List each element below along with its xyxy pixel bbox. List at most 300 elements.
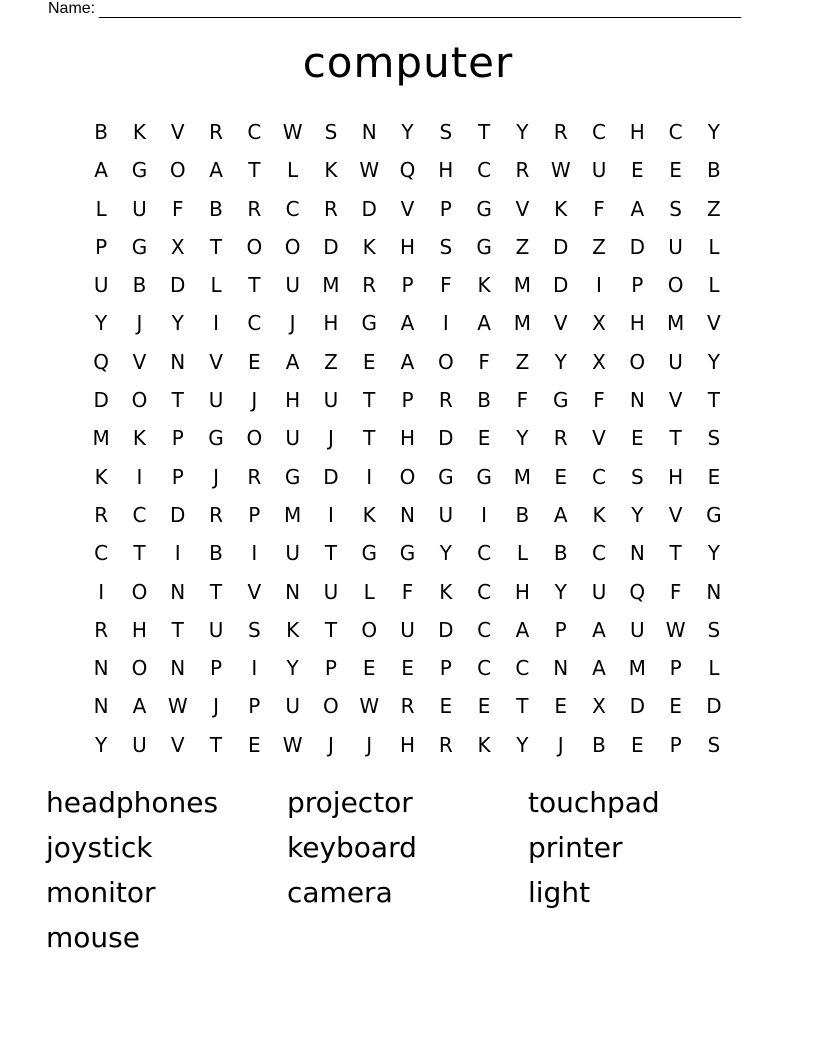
grid-letter[interactable]: E [669,158,682,183]
grid-letter[interactable]: G [284,464,301,489]
grid-letter[interactable]: I [136,464,143,489]
grid-letter[interactable]: F [593,196,605,221]
grid-letter[interactable]: I [251,541,258,566]
grid-letter[interactable]: P [248,502,261,527]
grid-letter[interactable]: R [209,502,223,527]
grid-letter[interactable]: I [481,502,488,527]
grid-letter[interactable]: P [248,694,261,719]
grid-letter[interactable]: W [282,732,303,757]
grid-letter[interactable]: T [478,120,491,144]
grid-letter[interactable]: E [630,158,644,183]
grid-letter[interactable]: I [442,311,449,336]
word-list-item: light [528,876,591,909]
grid-letter[interactable]: G [476,464,492,489]
grid-letter[interactable]: A [515,617,530,642]
grid-letter[interactable]: O [246,426,263,451]
grid-letter[interactable]: B [209,196,223,221]
grid-letter[interactable]: R [362,273,377,298]
grid-letter[interactable]: U [668,349,683,374]
grid-letter[interactable]: K [362,234,376,259]
grid-letter[interactable]: R [400,694,415,719]
grid-letter[interactable]: R [553,426,568,451]
grid-letter[interactable]: C [592,120,606,144]
grid-letter[interactable]: V [668,502,683,527]
grid-letter[interactable]: C [132,502,147,527]
grid-letter[interactable]: P [439,196,452,221]
grid-letter[interactable]: O [131,656,148,681]
grid-letter[interactable]: Y [631,502,644,527]
grid-letter[interactable]: X [592,349,606,374]
grid-letter[interactable]: P [171,426,184,451]
name-label: Name: [48,0,96,17]
grid-letter[interactable]: D [170,502,186,527]
grid-letter[interactable]: K [324,158,338,183]
grid-letter[interactable]: D [323,464,339,489]
grid-letter[interactable]: F [516,388,529,413]
grid-letter[interactable]: G [706,502,722,527]
word-list-item: projector [287,786,413,819]
grid-letter[interactable]: K [132,426,146,451]
grid-letter[interactable]: P [669,656,682,681]
grid-letter[interactable]: P [631,273,644,298]
word-list-item: headphones [46,786,219,819]
grid-letter[interactable]: U [629,617,645,642]
word-list-item: camera [287,876,393,909]
grid-letter[interactable]: C [285,196,300,221]
grid-letter[interactable]: T [209,732,223,757]
grid-letter[interactable]: U [208,617,224,642]
grid-letter[interactable]: S [324,120,338,144]
grid-letter[interactable]: Y [95,311,108,336]
grid-letter[interactable]: T [669,541,682,566]
grid-letter[interactable]: Z [324,349,338,374]
grid-letter[interactable]: I [213,311,219,336]
grid-letter[interactable]: D [93,388,109,413]
grid-letter[interactable]: B [515,502,530,527]
grid-letter[interactable]: Y [286,656,299,681]
grid-letter[interactable]: T [248,273,261,298]
grid-letter[interactable]: B [132,273,147,298]
grid-letter[interactable]: E [707,464,721,489]
grid-letter[interactable]: L [516,541,528,566]
grid-letter[interactable]: B [477,388,491,413]
grid-letter[interactable]: O [629,349,646,374]
grid-letter[interactable]: N [93,694,109,719]
grid-letter[interactable]: M [628,656,646,681]
grid-letter[interactable]: N [629,388,645,413]
grid-letter[interactable]: V [209,349,223,374]
grid-letter[interactable]: O [437,349,454,374]
grid-letter[interactable]: Y [707,349,720,374]
grid-letter[interactable]: V [592,426,606,451]
grid-letter[interactable]: N [400,502,415,527]
grid-letter[interactable]: G [131,158,148,183]
grid-letter[interactable]: N [553,656,569,681]
grid-letter[interactable]: T [363,426,376,451]
grid-letter[interactable]: C [477,541,492,566]
grid-letter[interactable]: N [285,579,301,604]
grid-letter[interactable]: K [286,617,300,642]
grid-letter[interactable]: M [284,502,302,527]
grid-letter[interactable]: U [93,273,109,298]
grid-letter[interactable]: J [136,311,143,336]
grid-letter[interactable]: T [669,426,682,451]
grid-letter[interactable]: Y [95,732,108,757]
grid-letter[interactable]: Z [707,196,721,221]
grid-letter[interactable]: J [327,426,334,451]
grid-letter[interactable]: P [95,234,108,259]
grid-letter[interactable]: P [669,732,682,757]
grid-letter[interactable]: H [514,579,530,604]
grid-letter[interactable]: J [327,732,334,757]
grid-letter[interactable]: A [285,349,300,374]
grid-letter[interactable]: U [323,388,339,413]
grid-letter[interactable]: C [592,464,606,489]
grid-letter[interactable]: N [170,656,186,681]
grid-letter[interactable]: D [629,694,645,719]
grid-letter[interactable]: R [247,196,262,221]
grid-letter[interactable]: C [247,311,262,336]
grid-letter[interactable]: Z [515,234,530,259]
grid-letter[interactable]: T [171,617,184,642]
grid-letter[interactable]: G [438,464,454,489]
grid-letter[interactable]: M [666,311,685,336]
grid-letter[interactable]: H [668,464,684,489]
grid-letter[interactable]: O [246,234,263,259]
grid-letter[interactable]: O [284,234,301,259]
grid-letter[interactable]: L [95,196,107,221]
grid-letter[interactable]: A [132,694,147,719]
grid-letter[interactable]: D [438,617,454,642]
grid-letter[interactable]: S [247,617,261,642]
grid-letter[interactable]: P [439,656,452,681]
grid-letter[interactable]: I [327,502,334,527]
grid-letter[interactable]: U [323,579,339,604]
grid-letter[interactable]: L [708,234,720,259]
grid-letter[interactable]: K [592,502,606,527]
grid-letter[interactable]: D [170,273,186,298]
grid-letter[interactable]: V [400,196,415,221]
grid-letter[interactable]: G [361,311,377,336]
grid-letter[interactable]: V [515,196,530,221]
grid-letter[interactable]: N [170,579,186,604]
grid-letter[interactable]: G [399,541,416,566]
grid-letter[interactable]: W [282,120,303,144]
grid-letter[interactable]: Y [707,120,720,144]
word-list-item: joystick [46,831,153,864]
grid-letter[interactable]: L [708,656,720,681]
grid-letter[interactable]: E [248,349,261,374]
grid-letter[interactable]: V [170,120,185,144]
grid-letter[interactable]: K [477,732,491,757]
grid-letter[interactable]: I [251,656,258,681]
word-list-item: monitor [46,876,156,909]
grid-letter[interactable]: F [669,579,682,604]
grid-letter[interactable]: K [132,120,146,144]
grid-letter[interactable]: D [629,234,645,259]
grid-letter[interactable]: E [554,464,568,489]
grid-letter[interactable]: L [708,273,720,298]
grid-letter[interactable]: G [208,426,224,451]
grid-letter[interactable]: F [401,579,414,604]
grid-letter[interactable]: C [477,579,492,604]
grid-letter[interactable]: H [400,234,416,259]
grid-letter[interactable]: J [289,311,296,336]
grid-letter[interactable]: E [630,732,644,757]
grid-letter[interactable]: P [210,656,223,681]
word-list-item: keyboard [287,831,417,864]
grid-letter[interactable]: E [630,426,644,451]
grid-letter[interactable]: B [707,158,721,183]
grid-letter[interactable]: G [476,234,492,259]
grid-letter[interactable]: D [706,694,722,719]
grid-letter[interactable]: E [477,426,491,451]
grid-letter[interactable]: Y [554,579,567,604]
grid-letter[interactable]: Y [401,120,414,144]
grid-letter[interactable]: A [94,158,108,183]
grid-letter[interactable]: G [131,234,148,259]
grid-letter[interactable]: M [92,426,110,451]
grid-letter[interactable]: E [477,694,491,719]
grid-letter[interactable]: S [630,464,644,489]
grid-letter[interactable]: O [131,388,148,413]
grid-letter[interactable]: H [438,158,454,183]
grid-letter[interactable]: R [553,120,568,144]
grid-letter[interactable]: W [167,694,188,719]
grid-letter[interactable]: T [324,617,338,642]
grid-letter[interactable]: V [553,311,568,336]
grid-letter[interactable]: H [629,120,645,144]
grid-letter[interactable]: C [515,656,530,681]
grid-letter[interactable]: Z [592,234,606,259]
grid-letter[interactable]: I [98,579,105,604]
grid-letter[interactable]: U [285,694,300,719]
grid-letter[interactable]: O [169,158,186,183]
grid-letter[interactable]: T [363,388,376,413]
grid-letter[interactable]: J [213,464,219,489]
grid-letter[interactable]: G [476,196,492,221]
grid-letter[interactable]: Y [707,541,720,566]
grid-letter[interactable]: M [322,273,340,298]
grid-letter[interactable]: Z [515,349,530,374]
grid-letter[interactable]: M [513,464,532,489]
grid-letter[interactable]: J [366,732,373,757]
grid-letter[interactable]: I [174,541,181,566]
grid-letter[interactable]: V [668,388,683,413]
grid-letter[interactable]: S [707,617,721,642]
grid-letter[interactable]: C [477,617,492,642]
grid-letter[interactable]: V [132,349,147,374]
grid-letter[interactable]: C [477,158,492,183]
grid-letter[interactable]: V [170,732,185,757]
grid-letter[interactable]: Y [554,349,567,374]
grid-letter[interactable]: O [399,464,416,489]
grid-letter[interactable]: U [208,388,224,413]
grid-letter[interactable]: Y [439,541,452,566]
grid-letter[interactable]: W [665,617,686,642]
grid-letter[interactable]: H [131,617,147,642]
grid-letter[interactable]: L [363,579,375,604]
grid-letter[interactable]: U [132,196,147,221]
grid-letter[interactable]: D [361,196,377,221]
grid-letter[interactable]: Q [93,349,110,374]
grid-letter[interactable]: T [171,388,184,413]
grid-letter[interactable]: A [400,311,415,336]
grid-letter[interactable]: L [210,273,222,298]
grid-letter[interactable]: R [94,502,109,527]
grid-letter[interactable]: A [477,311,491,336]
grid-letter[interactable]: M [513,311,532,336]
grid-letter[interactable]: J [251,388,258,413]
grid-letter[interactable]: I [596,273,602,298]
grid-letter[interactable]: R [323,196,338,221]
grid-letter[interactable]: H [285,388,301,413]
grid-letter[interactable]: R [94,617,109,642]
grid-letter[interactable]: F [440,273,452,298]
grid-letter[interactable]: K [477,273,491,298]
grid-letter[interactable]: A [400,349,415,374]
grid-letter[interactable]: P [401,388,414,413]
grid-letter[interactable]: U [132,732,147,757]
grid-letter[interactable]: U [400,617,415,642]
grid-letter[interactable]: P [554,617,567,642]
grid-letter[interactable]: X [592,311,606,336]
grid-letter[interactable]: I [366,464,373,489]
grid-letter[interactable]: Y [171,311,184,336]
grid-letter[interactable]: B [592,732,606,757]
word-list-item: mouse [46,921,140,954]
grid-letter[interactable]: A [630,196,645,221]
grid-letter[interactable]: J [213,694,219,719]
name-line[interactable] [99,3,741,18]
grid-letter[interactable]: E [669,694,682,719]
grid-letter[interactable]: T [324,541,338,566]
grid-letter[interactable]: D [323,234,339,259]
grid-letter[interactable]: W [359,158,380,183]
grid-letter[interactable]: P [171,464,184,489]
grid-letter[interactable]: K [94,464,108,489]
grid-letter[interactable]: F [478,349,490,374]
grid-letter[interactable]: E [554,694,568,719]
grid-letter[interactable]: S [707,732,721,757]
grid-letter[interactable]: O [131,579,148,604]
grid-letter[interactable]: C [247,120,262,144]
grid-letter[interactable]: S [439,234,453,259]
grid-letter[interactable]: D [438,426,454,451]
grid-letter[interactable]: E [362,349,376,374]
grid-letter[interactable]: T [516,694,529,719]
grid-letter[interactable]: U [591,158,607,183]
grid-letter[interactable]: D [553,234,569,259]
grid-letter[interactable]: S [707,426,721,451]
grid-letter[interactable]: C [668,120,683,144]
grid-letter[interactable]: W [550,158,571,183]
grid-letter[interactable]: K [439,579,453,604]
grid-letter[interactable]: N [93,656,109,681]
grid-letter[interactable]: L [287,158,299,183]
grid-letter[interactable]: X [592,694,606,719]
grid-letter[interactable]: H [629,311,645,336]
grid-letter[interactable]: X [170,234,185,259]
grid-letter[interactable]: B [553,541,568,566]
grid-letter[interactable]: K [362,502,376,527]
grid-letter[interactable]: T [209,234,223,259]
grid-letter[interactable]: R [438,388,453,413]
grid-letter[interactable]: J [557,732,564,757]
grid-letter[interactable]: E [439,694,453,719]
grid-letter[interactable]: Y [516,732,529,757]
grid-letter[interactable]: G [361,541,377,566]
grid-letter[interactable]: Q [629,579,646,604]
grid-letter[interactable]: B [209,541,223,566]
grid-letter[interactable]: N [170,349,186,374]
grid-letter[interactable]: E [248,732,261,757]
grid-letter[interactable]: R [438,732,453,757]
grid-letter[interactable]: M [513,273,532,298]
grid-letter[interactable]: V [247,579,262,604]
grid-letter[interactable]: T [707,388,720,413]
grid-letter[interactable]: H [323,311,339,336]
grid-letter[interactable]: N [629,541,645,566]
grid-letter[interactable]: O [667,273,684,298]
grid-letter[interactable]: F [593,388,605,413]
grid-letter[interactable]: D [553,273,569,298]
grid-letter[interactable]: S [439,120,453,144]
grid-letter[interactable]: P [324,656,337,681]
name-field[interactable] [48,0,741,18]
grid-letter[interactable]: O [323,694,339,719]
grid-letter[interactable]: C [94,541,109,566]
grid-letter[interactable]: R [247,464,262,489]
grid-letter[interactable]: P [401,273,414,298]
grid-letter[interactable]: F [171,196,184,221]
grid-letter[interactable]: A [553,502,568,527]
grid-letter[interactable]: U [591,579,607,604]
grid-letter[interactable]: Y [516,426,529,451]
grid-letter[interactable]: H [400,732,416,757]
grid-letter[interactable]: W [359,694,380,719]
grid-letter[interactable]: E [401,656,414,681]
grid-letter[interactable]: R [515,158,530,183]
grid-letter[interactable]: N [361,120,377,144]
grid-letter[interactable]: V [707,311,721,336]
grid-letter[interactable]: A [592,656,606,681]
grid-letter[interactable]: C [477,656,492,681]
grid-letter[interactable]: T [209,579,223,604]
grid-letter[interactable]: U [668,234,683,259]
grid-letter[interactable]: U [285,426,300,451]
grid-letter[interactable]: O [361,617,378,642]
grid-letter[interactable]: R [209,120,223,144]
grid-letter[interactable]: E [362,656,376,681]
grid-letter[interactable]: T [133,541,146,566]
grid-letter[interactable]: U [285,541,300,566]
grid-letter[interactable]: Y [516,120,529,144]
grid-letter[interactable]: B [94,120,109,144]
grid-letter[interactable]: U [285,273,300,298]
grid-letter[interactable]: N [706,579,722,604]
grid-letter[interactable]: U [438,502,454,527]
grid-letter[interactable]: Q [399,158,416,183]
grid-letter[interactable]: K [554,196,568,221]
grid-letter[interactable]: A [592,617,606,642]
grid-letter[interactable]: S [669,196,682,221]
grid-letter[interactable]: C [592,541,606,566]
grid-letter[interactable]: A [209,158,223,183]
grid-letter[interactable]: T [248,158,261,183]
grid-letter[interactable]: H [400,426,416,451]
grid-letter[interactable]: G [552,388,569,413]
